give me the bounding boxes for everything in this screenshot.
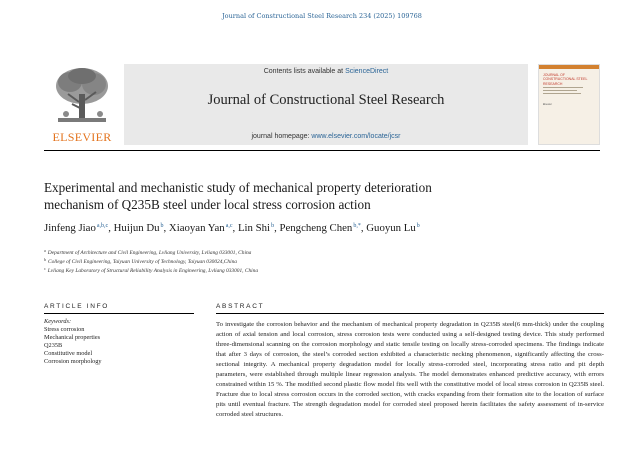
cover-line: [543, 93, 581, 94]
cover-line: [543, 90, 577, 91]
author-list: Jinfeng Jiao$^{a,b,c}$, Huijun Du$^b$, Xiaoyan Yan$^{a,c}$, Lin Shi$^b$, Pengcheng Chen$^{b,*}$, Guoyun Lu$^b$: [44, 222, 420, 234]
journal-header: [44, 64, 600, 145]
article-title-line: mechanism of Q235B steel under local stress corrosion action: [44, 197, 371, 212]
header-divider: [44, 150, 600, 151]
journal-cover-thumbnail[interactable]: [538, 64, 600, 145]
elsevier-wordmark: ELSEVIER: [52, 130, 112, 144]
keyword: Corrosion morphology: [44, 357, 102, 365]
cover-publisher: Elsevier: [543, 103, 552, 106]
journal-banner: [124, 64, 528, 145]
author-name[interactable]: Lin Shi: [237, 222, 271, 234]
article-title-line: Experimental and mechanistic study of mechanical property deterioration: [44, 180, 432, 195]
elsevier-logo[interactable]: [44, 64, 120, 145]
author-marks[interactable]: a,c: [225, 223, 233, 229]
affiliation: [44, 257, 604, 265]
affiliation-mark: a: [44, 248, 46, 253]
homepage-prefix: journal homepage:: [251, 133, 312, 140]
abstract-heading: ABSTRACT: [216, 303, 265, 310]
elsevier-tree-icon: [50, 64, 114, 128]
author-name[interactable]: Pengcheng Chen: [279, 222, 353, 234]
contents-line: [124, 68, 528, 75]
author-marks[interactable]: a,b,c: [96, 223, 109, 229]
article-title: [44, 179, 604, 213]
keywords-label: Keywords:: [44, 318, 72, 325]
journal-citation[interactable]: Journal of Constructional Steel Research 234 (2025) 109768: [222, 12, 422, 20]
keywords-block: [44, 318, 194, 365]
sciencedirect-link[interactable]: ScienceDirect: [345, 68, 389, 75]
author-name[interactable]: Xiaoyan Yan: [168, 222, 225, 234]
homepage-line: [124, 133, 528, 140]
author-name[interactable]: Huijun Du: [113, 222, 160, 234]
cover-title: JOURNAL OF CONSTRUCTIONAL STEEL RESEARCH: [543, 73, 588, 86]
abstract-divider: [216, 313, 604, 314]
cover-line: [543, 87, 583, 88]
article-info-divider: [44, 313, 194, 314]
author-name[interactable]: Jinfeng Jiao: [44, 222, 96, 234]
contents-prefix: Contents lists available at: [263, 68, 346, 75]
article-info-heading: ARTICLE INFO: [44, 303, 110, 310]
author-marks[interactable]: b: [271, 223, 275, 229]
keyword: Q235B: [44, 341, 63, 349]
abstract-text: To investigate the corrosion behavior and the mechanism of mechanical property degradation in Q235B steel(6 mm-thick) under the coupling action of axial tension and local corrosion, stress corrosion tests were conducted using a self-designed testing device. This study performed three-dimensional scanning on the corrosion morphology and static tensile testing on locally stress-corroded specimens. The findings indicate that after 3 days of corrosion, the steel’s corroded section exhibited a characteristic necking phenomenon, significantly affecting the cross-sectional integrity. A mechanical property degradation model for locally stress-corroded steel, incorporating stress ratio and pit depth parameters, were established through multiple linear regression analysis. The model demonstrates enhanced predictive accuracy, with errors constrained within 15 %. The modified second plastic flow model fits well with the constitutive model of local stress corrosion in Q235B steel. Fracture due to local stress corrosion occurs in the corroded section, with cracks expanding from their formation site to the location of surface pits until eventual fracture. The strength degradation model for corroded steel proposed herein facilitates the safety assessment of in-service corroded steel structures.: [216, 321, 604, 418]
keyword: Stress corrosion: [44, 325, 85, 333]
affiliation-text: College of Civil Engineering, Taiyuan University of Technology, Taiyuan 030024,China: [48, 259, 237, 265]
author-marks[interactable]: b: [160, 223, 164, 229]
keyword: Mechanical properties: [44, 333, 101, 341]
affiliation-mark: b: [44, 257, 46, 262]
affiliation-text: Lvliang Key Laboratory of Structural Reliability Analysis in Engineering, Lvliang 033001, China: [47, 268, 259, 274]
author-marks[interactable]: b,*: [353, 223, 361, 229]
affiliation-text: Department of Architecture and Civil Engineering, Lvliang University, Lvliang 033001, China: [47, 250, 252, 256]
journal-homepage-link[interactable]: www.elsevier.com/locate/jcsr: [311, 133, 401, 140]
keyword: Constitutive model: [44, 349, 93, 357]
affiliation: [44, 266, 604, 274]
affiliation: [44, 248, 604, 256]
cover-band: [539, 65, 599, 69]
affiliation-mark: c: [44, 266, 46, 271]
author-marks[interactable]: b: [416, 223, 420, 229]
journal-title[interactable]: Journal of Constructional Steel Research: [207, 92, 445, 108]
author-name[interactable]: Guoyun Lu: [366, 222, 416, 234]
